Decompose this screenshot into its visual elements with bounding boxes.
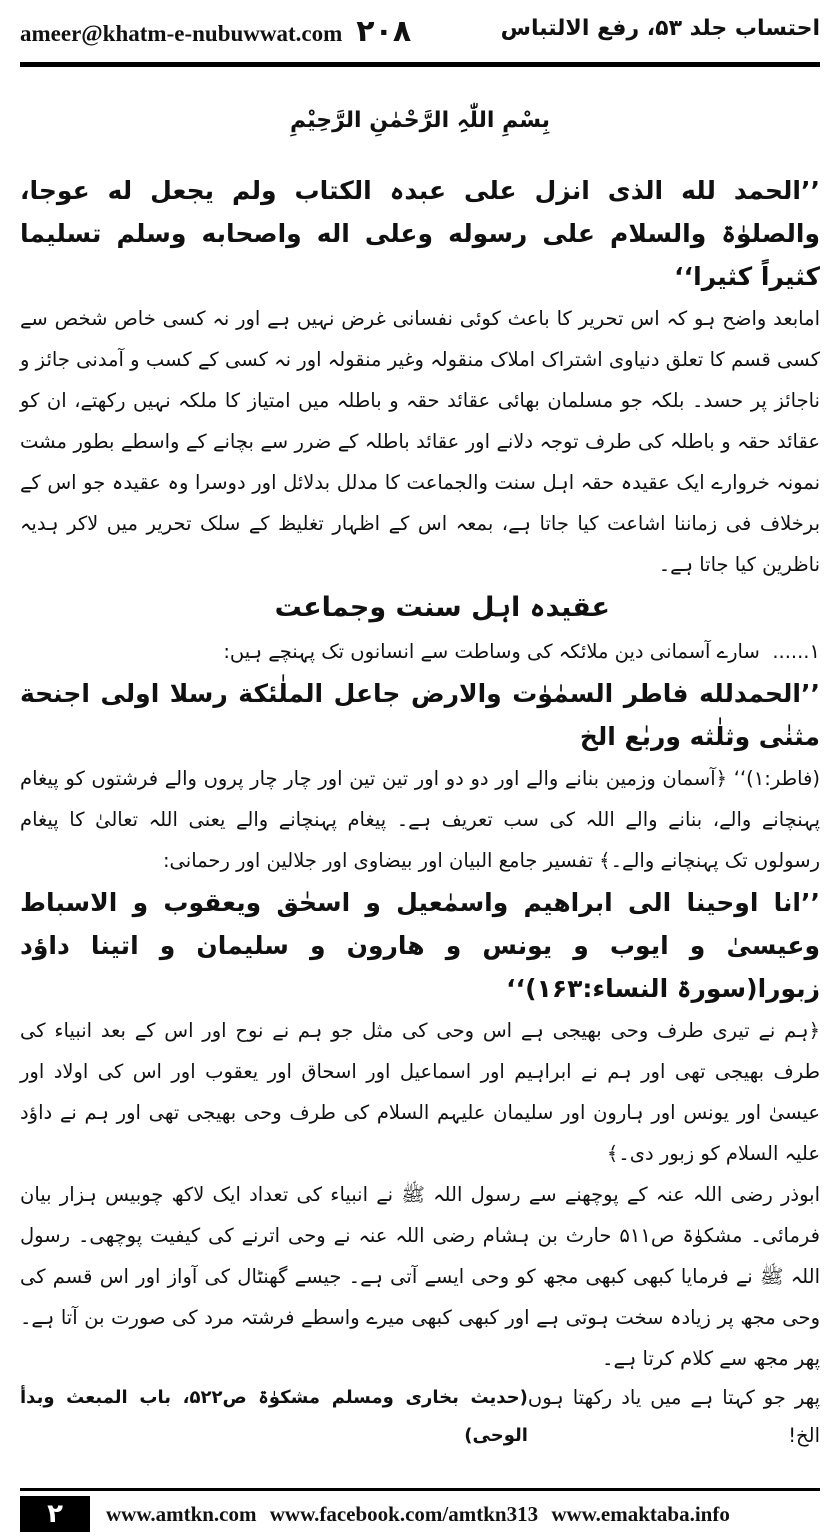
quran-quote-nisa: ’’انا اوحینا الی ابراهیم واسمٰعیل و اسحٰق ویعقوب و الاسباط وعیسیٰ و ایوب و یونس و هارون و سلیمان و اتینا داؤد زبورا(سورۃ النساء:۱۶۳)‘‘ <box>20 888 820 1003</box>
hadith-reference: (حدیث بخاری ومسلم مشکوٰۃ ص۵۲۲، باب المبعث وبدأ الوحی) <box>20 1387 528 1446</box>
intro-paragraph: امابعد واضح ہو کہ اس تحریر کا باعث کوئی نفسانی غرض نہیں ہے اور نہ کسی خاص شخص سے کسی قسم کا تعلق دنیاوی اشتراک املاک منقولہ وغیر منقولہ اور نہ کسی کے کسب و آمدنی جائز و ناجائز پر حسد۔ بلکہ جو مسلمان بھائی عقائد حقہ و باطلہ میں امتیاز کا ملکہ نہیں رکھتے، ان کو عقائد حقہ و باطلہ کی طرف توجہ دلانے اور عقائد باطلہ کے ضرر سے بچانے کے واسطے بطور مشت نمونہ خروارے ایک عقیدہ حقہ اہل سنت والجماعت کا مدلل بدلائل اور دوسرا وہ عقیدہ جو اس کے برخلاف فی زماننا اشاعت کیا جاتا ہے، بمعہ اس کے اظہار تغلیظ کے سلک تحریر میں لاکر ہدیہ ناظرین کیا جاتا ہے۔ <box>20 307 820 576</box>
hadith-last-sentence: پھر جو کہتا ہے میں یاد رکھتا ہوں الخ! <box>527 1386 820 1447</box>
header-book-title: احتساب جلد ۵۳، رفع الالتباس <box>500 16 820 41</box>
opening-arabic: ’’الحمد لله الذی انزل علی عبدہ الکتاب ولم یجعل له عوجا، والصلوٰۃ والسلام علی رسوله وعلی اله واصحابه وسلم تسلیما کثیراً کثیرا‘‘ <box>20 176 820 291</box>
footer-page-index: ۲ <box>20 1496 90 1532</box>
nisa-translation: ﴿ہم نے تیری طرف وحی بھیجی ہے اس وحی کی مثل جو ہم نے نوح اور اس کے بعد انبیاء کی طرف بھیجی تھی اور ہم نے ابراہیم اور اسماعیل اور اسحاق اور یعقوب اور اس کی اولاد اور عیسیٰ اور یونس اور ہارون اور سلیمان علیہم السلام کی طرف وحی بھیجی تھی اور ہم نے داؤد علیہ السلام کو زبور دی۔﴾ <box>20 1019 820 1165</box>
section-heading: عقیدہ اہل سنت وجماعت <box>274 592 610 623</box>
page-footer <box>20 1496 820 1532</box>
footer-links <box>106 1496 820 1532</box>
quran-quote-fatir: ’’الحمدلله فاطر السمٰوٰت والارض جاعل الملٰئکة رسلا اولی اجنحة مثنٰی وثلٰثه وربٰع الخ <box>20 679 820 751</box>
hadith-reference-line <box>20 1379 820 1455</box>
header-rule <box>20 62 820 67</box>
footer-link-facebook[interactable]: www.facebook.com/amtkn313 <box>269 1502 539 1526</box>
footer-link-amtkn[interactable]: www.amtkn.com <box>106 1502 257 1526</box>
header-page-number: ۲۰۸ <box>356 14 412 49</box>
header-email: ameer@khatm-e-nubuwwat.com <box>20 21 343 46</box>
header-left <box>20 14 411 49</box>
hadith-paragraph: ابوذر رضی اللہ عنہ کے پوچھنے سے رسول اللہ ﷺ نے انبیاء کی تعداد ایک لاکھ چوبیس ہزار بیان فرمائی۔ مشکوٰۃ ص۵۱۱ حارث بن ہشام رضی اللہ عنہ نے وحی اترنے کی کیفیت پوچھی۔ رسول اللہ ﷺ نے فرمایا کبھی کبھی مجھ کو وحی ایسے آتی ہے۔ جیسے گھنٹال کی آواز اور اس قسم کی وحی مجھ پر زیادہ سخت ہوتی ہے اور کبھی کبھی میرے واسطے فرشتہ مرد کی صورت بن آتا ہے۔ پھر مجھ سے کلام کرتا ہے۔ <box>20 1183 820 1370</box>
page-body <box>20 108 820 1455</box>
tafsir-text: ﴿آسمان وزمین بنانے والے اور دو دو اور تین تین اور چار چار پروں والے فرشتوں کو پیغام پہنچانے والے، بنانے والے اللہ کی سب تعریف ہے۔ پیغام پہنچانے والے یعنی اللہ تعالیٰ کا پیغام رسولوں تک پہنچانے والے۔﴾ تفسیر جامع البیان اور بیضاوی اور جلالین اور رحمانی: <box>20 767 820 872</box>
tafsir-paragraph <box>20 758 820 881</box>
bismillah: بِسْمِ اللّٰہِ الرَّحْمٰنِ الرَّحِیْمِ <box>289 108 550 133</box>
footer-rule <box>20 1488 820 1491</box>
page-header <box>20 8 820 56</box>
footer-link-emaktaba[interactable]: www.emaktaba.info <box>551 1502 730 1526</box>
item-1-text: سارے آسمانی دین ملائکہ کی وساطت سے انسانوں تک پہنچے ہیں: <box>223 640 760 663</box>
item-number: ۱...... <box>772 640 820 663</box>
item-1-paragraph <box>20 631 820 672</box>
fatir-reference: (فاطر:۱)‘‘ <box>733 767 820 790</box>
